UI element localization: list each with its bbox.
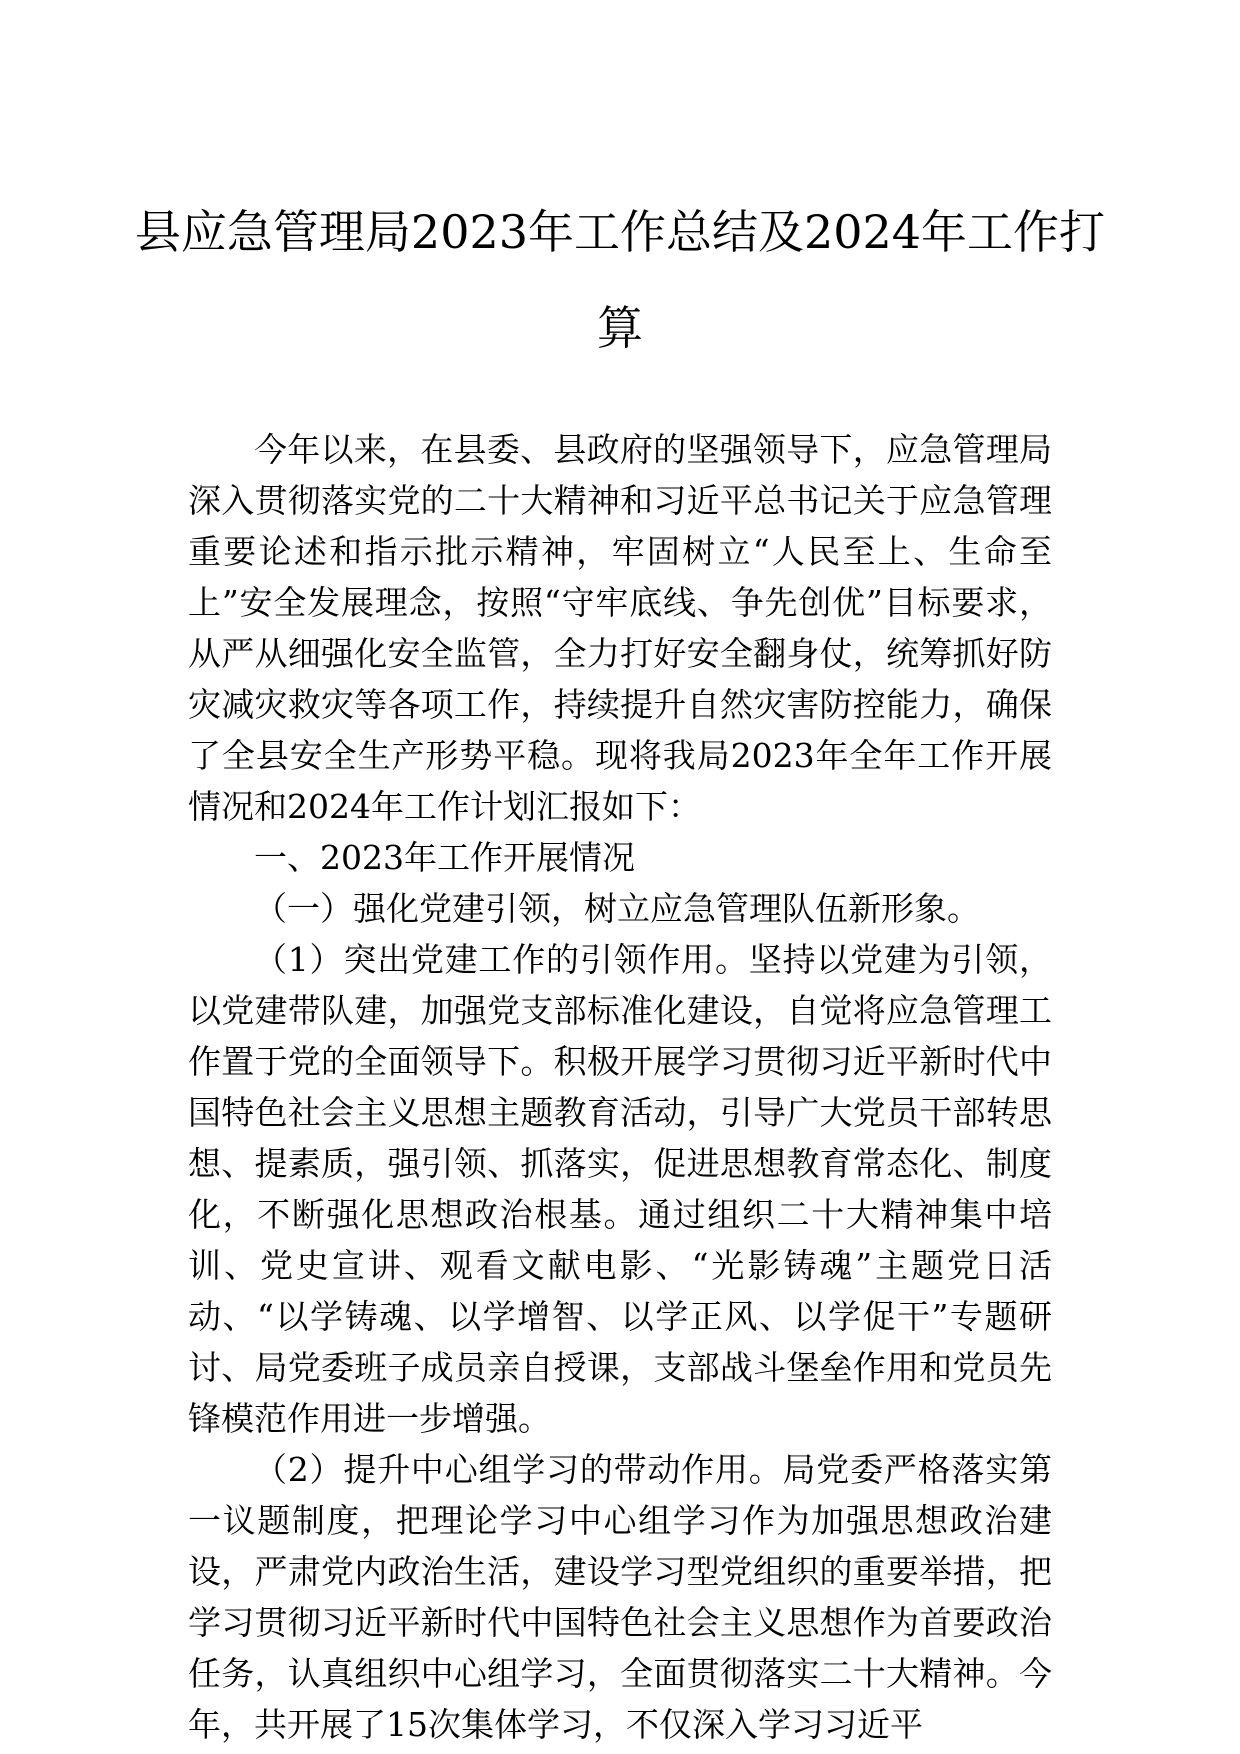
- document-title: 县应急管理局2023年工作总结及2024年工作打算: [134, 205, 1106, 355]
- section-heading-1: 一、2023年工作开展情况: [254, 838, 635, 877]
- intro-paragraph: 今年以来，在县委、县政府的坚强领导下，应急管理局深入贯彻落实党的二十大精神和习近平总书记关于应急管理重要论述和指示批示精神，牢固树立“人民至上、生命至上”安全发展理念，按照“守牢底线、争先创优”目标要求，从严从细强化安全监管，全力打好安全翻身仗，统筹抓好防灾减灾救灾等各项工作，持续提升自然灾害防控能力，确保了全县安全生产形势平稳。现将我局2023年全年工作开展情况和2024年工作计划汇报如下：: [188, 430, 1052, 826]
- document-body: [188, 424, 1052, 1750]
- item-paragraph-1: （1）突出党建工作的引领作用。坚持以党建为引领，以党建带队建，加强党支部标准化建设，自觉将应急管理工作置于党的全面领导下。积极开展学习贯彻习近平新时代中国特色社会主义思想主题教育活动，引导广大党员干部转思想、提素质，强引领、抓落实，促进思想教育常态化、制度化，不断强化思想政治根基。通过组织二十大精神集中培训、党史宣讲、观看文献电影、“光影铸魂”主题党日活动、“以学铸魂、以学增智、以学正风、以学促干”专题研讨、局党委班子成员亲自授课，支部战斗堡垒作用和党员先锋模范作用进一步增强。: [188, 940, 1052, 1438]
- subsection-heading-1: （一）强化党建引领，树立应急管理队伍新形象。: [254, 889, 980, 928]
- item-paragraph-2: （2）提升中心组学习的带动作用。局党委严格落实第一议题制度，把理论学习中心组学习作为加强思想政治建设，严肃党内政治生活，建设学习型党组织的重要举措，把学习贯彻习近平新时代中国特色社会主义思想作为首要政治任务，认真组织中心组学习，全面贯彻落实二十大精神。今年，共开展了15次集体学习，不仅深入学习习近平: [188, 1450, 1052, 1744]
